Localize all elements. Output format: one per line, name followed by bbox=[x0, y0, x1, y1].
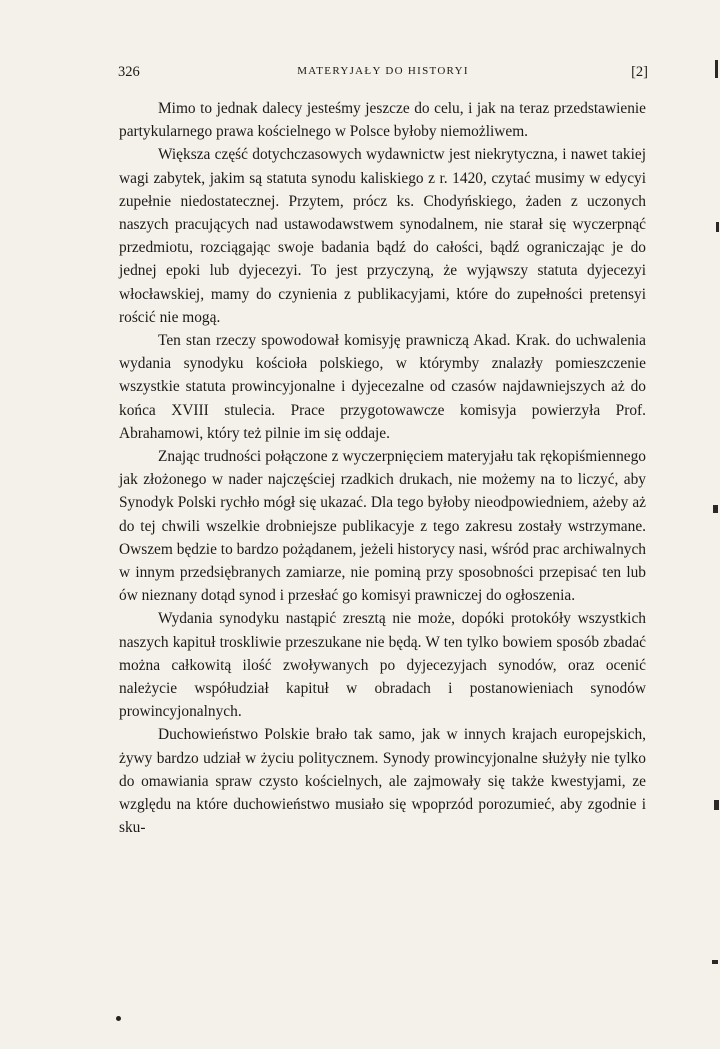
paragraph: Duchowieństwo Polskie brało tak samo, jak w innych krajach europejskich, żywy bardzo udział w życiu politycznem. Synody prowincyjonalne służyły nie tylko do omawiania spraw czysto kościelnych, ale zajmowały się także kwestyjami, ze względu na które duchowieństwo musiało się wpoprzód porozumieć, aby zgodnie i sku- bbox=[119, 726, 646, 837]
paragraph: Znając trudności połączone z wyczerpnięciem materyjału tak rękopiśmiennego jak złożonego w nader najczęściej rzadkich drukach, nie możemy na to liczyć, aby Synodyk Polski rychło mógł się ukazać. Dla tego byłoby nieodpowiedniem, ażeby aż do tej chwili wszelkie drobniejsze publikacyje z tego zakresu zostały wstrzymane. Owszem będzie to bardzo pożądanem, jeżeli historycy nasi, wśród prac archiwalnych w innym przedsiębranych zamiarze, nie pominą przy sposobności przepisać ten lub ów nieznany dotąd synod i przesłać go komisyi prawniczej do ogłoszenia. bbox=[119, 448, 646, 605]
scan-edge-mark bbox=[712, 960, 718, 964]
paragraph: Większa część dotychczasowych wydawnictw jest niekrytyczna, i nawet takiej wagi zabytek, jakim są statuta synodu kaliskiego z r. 1420, czytać musimy w edycyi zupełnie niedostatecznej. Przytem, prócz ks. Chodyńskiego, żaden z uczonych naszych pracujących nad ustawodawstwem synodalnem, nie starał się wyczerpnąć przedmiotu, rozciągając swoje badania bądź do całości, bądź ograniczając je do jednej epoki lub dyjecezyi. To jest przyczyną, że wyjąwszy statuta dyjecezyi włocławskiej, mamy do czynienia z publikacyjami, które do zupełności pretensyi rościć nie mogą. bbox=[119, 146, 646, 326]
scan-edge-mark bbox=[716, 222, 719, 232]
scan-edge-mark bbox=[715, 60, 718, 78]
scan-edge-mark bbox=[714, 800, 719, 810]
paragraph: Mimo to jednak dalecy jesteśmy jeszcze do celu, i jak na teraz przedstawienie partykularnego prawa kościelnego w Polsce byłoby niemożliwem. bbox=[119, 100, 646, 141]
page-header bbox=[118, 64, 648, 86]
section-marker: [2] bbox=[631, 64, 648, 80]
paragraph: Wydania synodyku nastąpić zresztą nie może, dopóki protokóły wszystkich naszych kapituł troskliwie przeszukane nie będą. W ten tylko bowiem sposób zbadać można całkowitą ilość zwoływanych po dyjecezyjach synodów, oraz ocenić należycie współudział kapituł w obradach i postanowieniach synodów prowincyjonalnych. bbox=[119, 610, 646, 721]
scan-edge-mark bbox=[713, 505, 718, 513]
running-title: MATERYJAŁY DO HISTORYI bbox=[297, 65, 469, 77]
body-text bbox=[119, 97, 646, 840]
paragraph: Ten stan rzeczy spowodował komisyję prawniczą Akad. Krak. do uchwalenia wydania synodyku kościoła polskiego, w którymby znalazły pomieszczenie wszystkie statuta prowincyjonalne i dyjecezalne od czasów najdawniejszych aż do końca XVIII stulecia. Prace przygotowawcze komisyja powierzyła Prof. Abrahamowi, który też pilnie im się oddaje. bbox=[119, 332, 646, 442]
page-number: 326 bbox=[118, 64, 140, 80]
ink-speck bbox=[116, 1016, 121, 1021]
